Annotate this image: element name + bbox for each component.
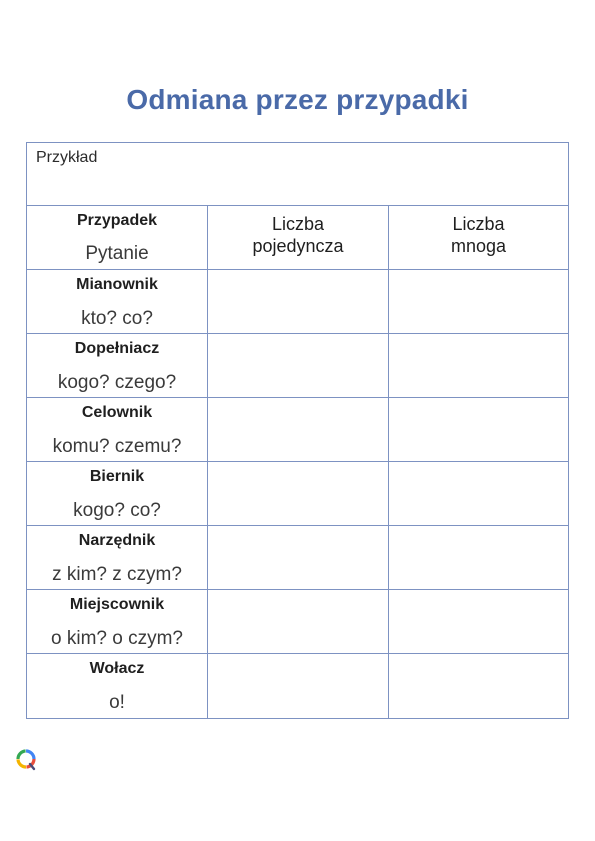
case-name: Dopełniacz [74, 340, 160, 357]
singular-answer-cell[interactable] [208, 590, 389, 653]
singular-answer-cell[interactable] [208, 334, 389, 397]
declension-table [26, 142, 569, 719]
table-row [27, 398, 568, 462]
header-case-cell [27, 206, 208, 269]
case-name: Mianownik [76, 276, 158, 293]
header-plural-line2: mnoga [450, 236, 507, 256]
header-plural-cell [389, 206, 568, 269]
case-name: Miejscownik [69, 596, 165, 613]
case-cell [27, 462, 208, 525]
table-row [27, 270, 568, 334]
case-name: Wołacz [89, 660, 145, 677]
header-plural-label [389, 213, 568, 257]
case-question: kogo? czego? [57, 372, 177, 393]
singular-answer-cell[interactable] [208, 398, 389, 461]
header-plural-line1: Liczba [452, 214, 505, 234]
example-box[interactable] [27, 143, 568, 206]
case-question: z kim? z czym? [52, 564, 182, 585]
table-row [27, 462, 568, 526]
case-question: kogo? co? [73, 500, 161, 521]
header-case-label: Przypadek [76, 212, 158, 229]
case-cell [27, 590, 208, 653]
plural-answer-cell[interactable] [389, 590, 568, 653]
header-singular-cell [208, 206, 389, 269]
singular-answer-cell[interactable] [208, 270, 389, 333]
header-question-label: Pytanie [85, 243, 149, 264]
plural-answer-cell[interactable] [389, 462, 568, 525]
case-question: o kim? o czym? [51, 628, 183, 649]
header-singular-line2: pojedyncza [252, 236, 344, 256]
table-row [27, 654, 568, 718]
table-header-row [27, 206, 568, 270]
case-name: Celownik [81, 404, 153, 421]
plural-answer-cell[interactable] [389, 270, 568, 333]
example-label: Przykład [36, 149, 98, 166]
singular-answer-cell[interactable] [208, 654, 389, 718]
case-question: o! [109, 692, 125, 713]
table-row [27, 526, 568, 590]
case-cell [27, 398, 208, 461]
singular-answer-cell[interactable] [208, 526, 389, 589]
page-title: Odmiana przez przypadki [126, 84, 469, 115]
plural-answer-cell[interactable] [389, 334, 568, 397]
table-row [27, 334, 568, 398]
plural-answer-cell[interactable] [389, 526, 568, 589]
case-question: komu? czemu? [52, 436, 182, 457]
table-row [27, 590, 568, 654]
singular-answer-cell[interactable] [208, 462, 389, 525]
case-cell [27, 334, 208, 397]
case-cell [27, 270, 208, 333]
case-name: Biernik [89, 468, 145, 485]
brand-logo-icon [14, 748, 38, 776]
case-name: Narzędnik [78, 532, 156, 549]
case-cell [27, 526, 208, 589]
header-singular-line1: Liczba [271, 214, 325, 234]
case-question: kto? co? [81, 308, 153, 329]
plural-answer-cell[interactable] [389, 654, 568, 718]
plural-answer-cell[interactable] [389, 398, 568, 461]
header-singular-label [208, 213, 388, 257]
case-cell [27, 654, 208, 718]
